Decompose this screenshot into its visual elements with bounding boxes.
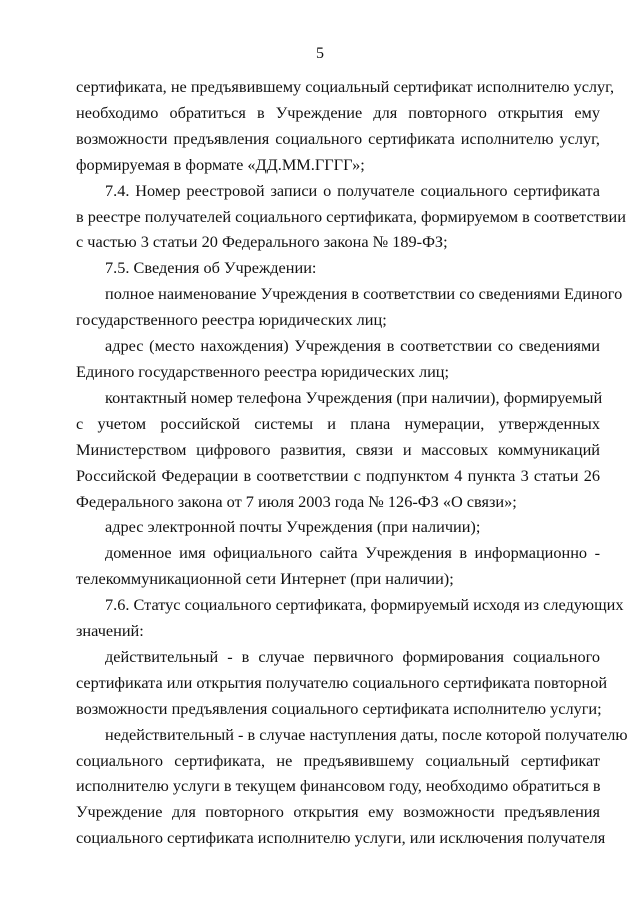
text-line: возможности предъявления социального сертификата исполнителю услуги; bbox=[76, 698, 602, 718]
text-line: возможности предъявления социального сертификата исполнителю услуг, bbox=[76, 128, 600, 148]
paragraph-email bbox=[76, 514, 600, 540]
text-line: социального сертификата исполнителю услуги, или исключения получателя bbox=[76, 828, 606, 848]
paragraph-phone bbox=[76, 385, 603, 515]
paragraph-continuation bbox=[76, 74, 615, 178]
text-line: Министерством цифрового развития, связи и массовых коммуникаций bbox=[76, 439, 600, 459]
text-line: Федерального закона от 7 июля 2003 года № 126-ФЗ «О связи»; bbox=[76, 491, 517, 511]
paragraph-7-6 bbox=[76, 592, 624, 644]
text-line: адрес (место нахождения) Учреждения в соответствии со сведениями bbox=[105, 336, 600, 356]
text-line: доменное имя официального сайта Учреждения в информационно - bbox=[105, 543, 600, 563]
text-line: необходимо обратиться в Учреждение для повторного открытия ему bbox=[76, 102, 600, 122]
text-line: действительный - в случае первичного формирования социального bbox=[105, 646, 600, 666]
text-line: с учетом российской системы и плана нумерации, утвержденных bbox=[76, 413, 600, 433]
text-line: Российской Федерации в соответствии с подпунктом 4 пункта 3 статьи 26 bbox=[76, 465, 600, 485]
text-line: государственного реестра юридических лиц; bbox=[76, 310, 387, 330]
text-line: адрес электронной почты Учреждения (при наличии); bbox=[105, 517, 481, 537]
text-line: формируемая в формате «ДД.ММ.ГГГГ»; bbox=[76, 154, 365, 174]
text-line: значений: bbox=[76, 621, 144, 641]
text-line: Единого государственного реестра юридических лиц; bbox=[76, 361, 450, 381]
text-line: в реестре получателей социального сертификата, формируемом в соответствии bbox=[76, 206, 626, 226]
paragraph-domain bbox=[76, 540, 600, 592]
page-number: 5 bbox=[316, 45, 324, 62]
text-line: сертификата, не предъявившему социальный сертификат исполнителю услуг, bbox=[76, 77, 615, 96]
paragraph-7-4 bbox=[76, 178, 626, 256]
text-line: 7.4. Номер реестровой записи о получателе социального сертификата bbox=[105, 180, 600, 200]
text-line: полное наименование Учреждения в соответствии со сведениями Единого bbox=[105, 284, 623, 304]
paragraph-7-5 bbox=[76, 255, 600, 281]
text-line: недействительный - в случае наступления даты, после которой получателю bbox=[105, 724, 628, 744]
paragraph-address bbox=[76, 333, 600, 385]
text-line: 7.6. Статус социального сертификата, формируемый исходя из следующих bbox=[105, 595, 624, 615]
text-line: исполнителю услуги в текущем финансовом году, необходимо обратиться в bbox=[76, 776, 601, 796]
paragraph-valid bbox=[76, 644, 608, 722]
document-body bbox=[76, 74, 628, 851]
text-line: телекоммуникационной сети Интернет (при наличии); bbox=[76, 569, 454, 589]
text-line: с частью 3 статьи 20 Федерального закона № 189-ФЗ; bbox=[76, 232, 448, 252]
text-line: 7.5. Сведения об Учреждении: bbox=[105, 258, 317, 278]
text-line: Учреждение для повторного открытия ему возможности предъявления bbox=[76, 802, 600, 822]
text-line: контактный номер телефона Учреждения (при наличии), формируемый bbox=[105, 387, 603, 407]
paragraph-invalid bbox=[76, 722, 628, 852]
paragraph-full-name bbox=[76, 281, 623, 333]
text-line: социального сертификата, не предъявившему социальный сертификат bbox=[76, 750, 600, 770]
text-line: сертификата или открытия получателю социального сертификата повторной bbox=[76, 672, 608, 692]
